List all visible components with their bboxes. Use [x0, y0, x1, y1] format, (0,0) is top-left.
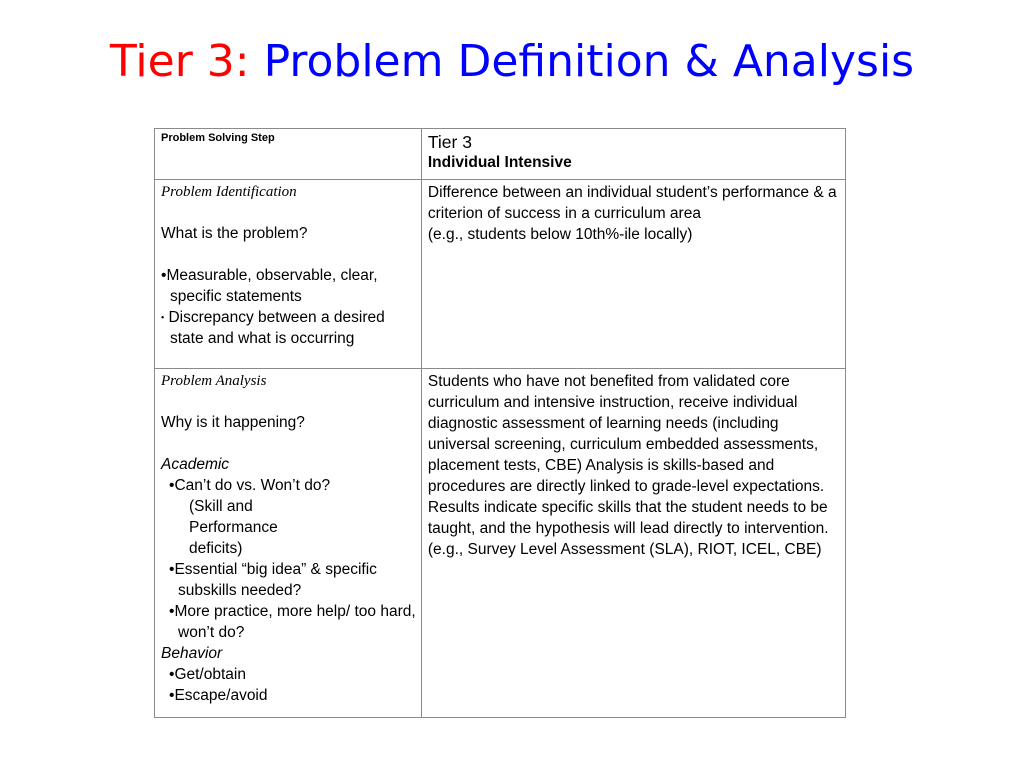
bullet-icon: • [169, 687, 175, 704]
identification-description: Difference between an individual student’s performance & a criterion of success in a curriculum area [427, 184, 837, 222]
academic-bullet-1-sub-1: (Skill and [189, 498, 253, 515]
header-tier-title: Tier 3 [427, 132, 472, 152]
academic-bullet-2: •Essential “big idea” & specific subskills needed? [169, 561, 377, 599]
academic-label: Academic [161, 456, 230, 473]
analysis-step-name: Problem Analysis [161, 373, 267, 389]
identification-description-cell [421, 180, 845, 369]
title-tier-label: Tier 3: [109, 36, 250, 87]
bullet-icon: • [169, 561, 175, 578]
analysis-description-cell [421, 369, 845, 718]
identification-step-name: Problem Identification [161, 184, 297, 200]
header-tier-subtitle: Individual Intensive [427, 154, 572, 171]
bullet-icon: • [169, 477, 175, 494]
analysis-question: Why is it happening? [161, 414, 305, 431]
identification-step-cell [155, 180, 422, 369]
academic-bullet-1-sub-3: deficits) [189, 540, 243, 557]
bullet-icon: • [161, 267, 167, 284]
bullet-icon: • [161, 312, 165, 323]
academic-bullet-1: •Can’t do vs. Won’t do? [169, 477, 331, 494]
header-step-cell: Problem Solving Step [155, 129, 422, 180]
behavior-bullet-2: •Escape/avoid [169, 687, 268, 704]
identification-bullet-2: • Discrepancy between a desired state and what is occurring [161, 309, 385, 348]
identification-bullet-1: •Measurable, observable, clear, specific statements [161, 267, 378, 305]
academic-bullet-1-sub-2: Performance [189, 519, 278, 536]
behavior-bullet-1: •Get/obtain [169, 666, 246, 683]
identification-example: (e.g., students below 10th%-ile locally) [427, 226, 693, 243]
academic-bullet-3: •More practice, more help/ too hard, won’t do? [169, 603, 416, 641]
bullet-icon: • [169, 603, 175, 620]
analysis-description: Students who have not benefited from validated core curriculum and intensive instruction, receive individual diagnostic assessment of learning needs (including universal screening, curriculum embedded assessments, placement tests, CBE) Analysis is skills-based and procedures are directly linked to grade-level expectations. Results indicate specific skills that the student needs to be taught, and the hypothesis will lead directly to intervention. (e.g., Survey Level Assessment (SLA), RIOT, ICEL, CBE) [427, 373, 829, 558]
slide-title [0, 30, 1024, 94]
header-tier-cell [421, 129, 845, 180]
behavior-label: Behavior [161, 645, 223, 662]
title-main-text: Problem Definition & Analysis [263, 36, 915, 87]
table-row-analysis [155, 369, 846, 718]
problem-solving-table [154, 128, 846, 718]
table-row-identification [155, 180, 846, 369]
analysis-step-cell [155, 369, 422, 718]
bullet-icon: • [169, 666, 175, 683]
identification-question: What is the problem? [161, 225, 308, 242]
table-header-row [155, 129, 846, 180]
